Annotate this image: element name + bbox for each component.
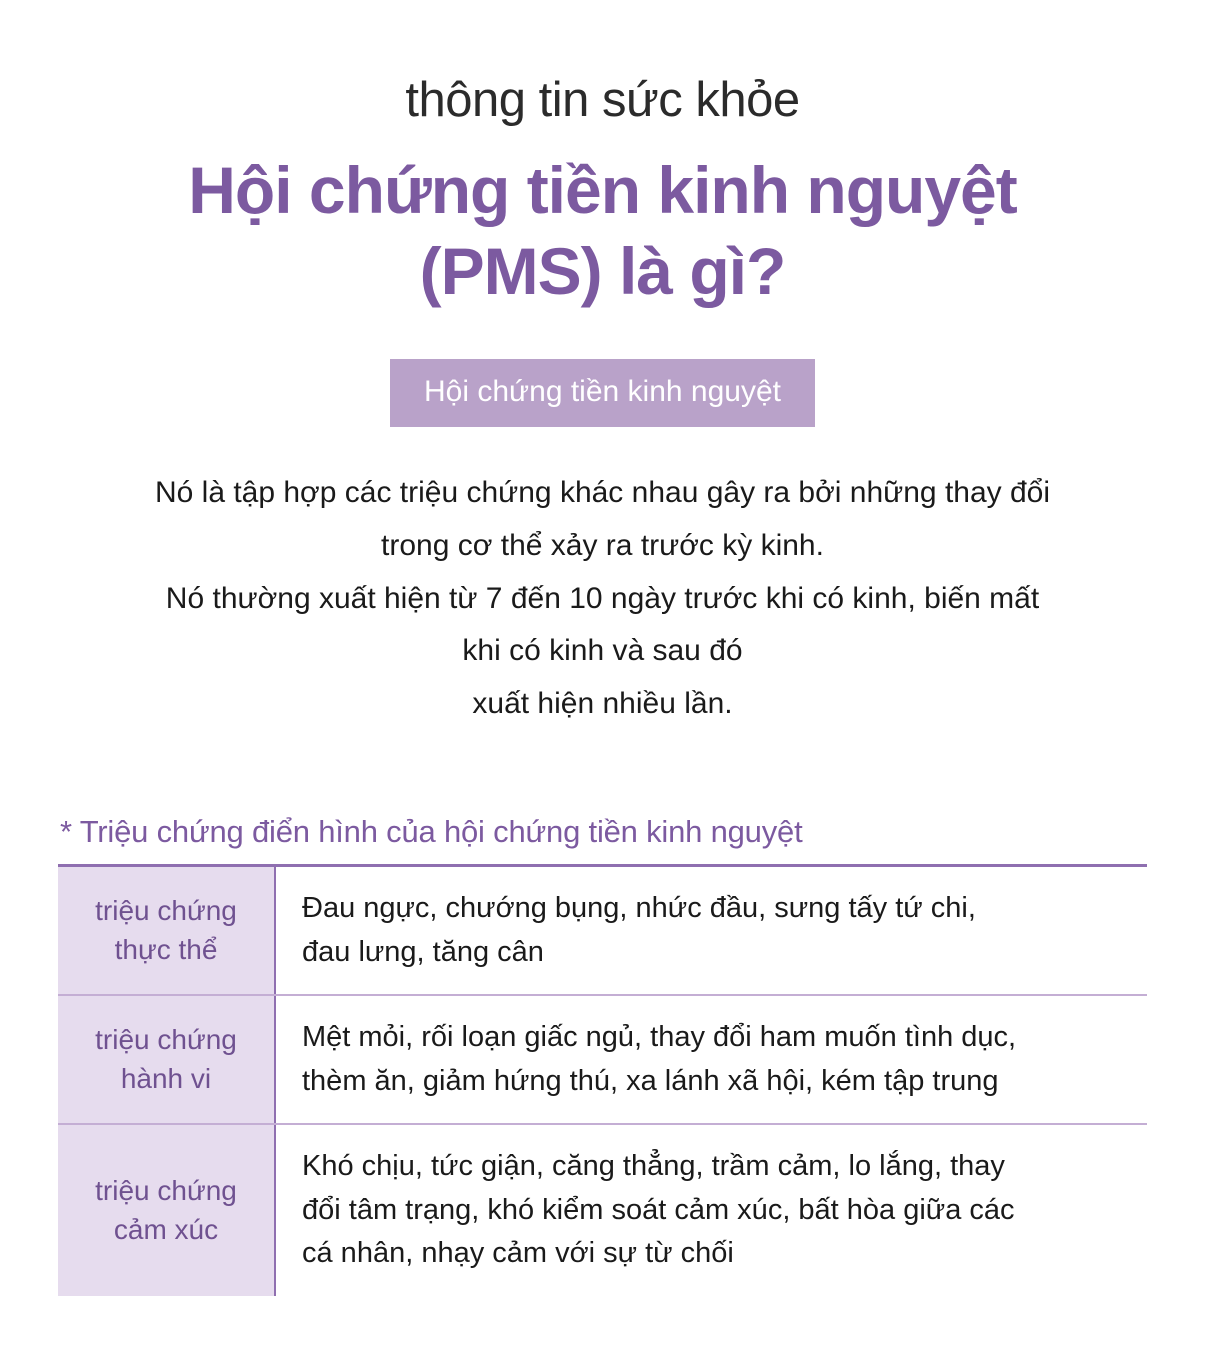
table-row-label-line-1: triệu chứng [95,1174,237,1206]
symptoms-table [58,864,1147,1296]
intro-line-3: Nó thường xuất hiện từ 7 đến 10 ngày trước khi có kinh, biến mất [165,581,1040,615]
intro-line-5: xuất hiện nhiều lần. [472,686,733,720]
table-row-label-line-1: triệu chứng [95,1024,237,1056]
table-row [58,996,1147,1125]
table-row-value [276,996,1147,1123]
table-row-value-line-2: đau lưng, tăng cân [302,935,544,968]
table-row-label [58,996,276,1123]
table-row-value-line-1: Đau ngực, chướng bụng, nhức đầu, sưng tấy tứ chi, [302,892,976,925]
table-row [58,1125,1147,1296]
page-title-line-2: (PMS) là gì? [419,233,786,308]
intro-line-1: Nó là tập hợp các triệu chứng khác nhau gây ra bởi những thay đổi [154,476,1051,510]
table-row [58,867,1147,996]
table-row-value [276,867,1147,994]
eyebrow-text: thông tin sức khỏe [405,73,800,127]
table-row-label-line-2: hành vi [120,1062,212,1094]
table-row-label [58,1125,276,1296]
badge-container [0,359,1205,427]
table-row-label-line-1: triệu chứng [95,895,237,927]
page-title-line-1: Hội chứng tiền kinh nguyệt [188,153,1017,228]
table-row-value-line-2: thèm ăn, giảm hứng thú, xa lánh xã hội, kém tập trung [302,1064,999,1097]
table-row-value-line-3: cá nhân, nhạy cảm với sự từ chối [302,1237,734,1270]
table-row-label [58,867,276,994]
table-row-value-line-1: Mệt mỏi, rối loạn giấc ngủ, thay đổi ham muốn tình dục, [302,1021,1017,1054]
table-row-value-line-2: đổi tâm trạng, khó kiểm soát cảm xúc, bất hòa giữa các [302,1193,1015,1226]
table-row-label-line-2: thực thể [114,933,218,965]
intro-line-2: trong cơ thể xảy ra trước kỳ kinh. [381,528,824,562]
section-heading: * Triệu chứng điển hình của hội chứng tiền kinh nguyệt [60,814,803,850]
topic-badge: Hội chứng tiền kinh nguyệt [390,359,815,427]
table-row-label-line-2: cảm xúc [113,1213,219,1245]
page-title [0,150,1205,311]
intro-line-4: khi có kinh và sau đó [462,634,743,668]
table-row-value [276,1125,1147,1296]
intro-paragraphs [0,469,1205,728]
table-row-value-line-1: Khó chịu, tức giận, căng thẳng, trầm cảm, lo lắng, thay [302,1150,1005,1183]
